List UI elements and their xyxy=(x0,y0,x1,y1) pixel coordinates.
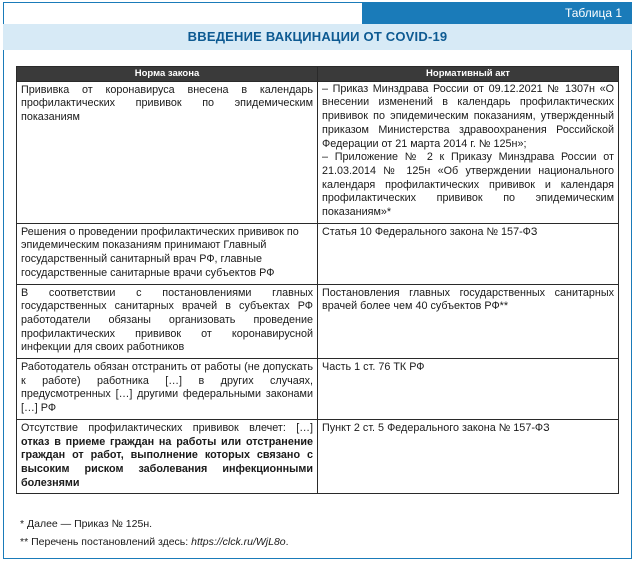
footnote-link[interactable]: https://clck.ru/WjL8o xyxy=(191,536,286,548)
act-cell: Пункт 2 ст. 5 Федерального закона № 157-ФЗ xyxy=(318,419,619,494)
footnote-1: * Далее — Приказ № 125н. xyxy=(20,518,153,530)
table-title: ВВЕДЕНИЕ ВАКЦИНАЦИИ ОТ COVID-19 xyxy=(3,24,632,50)
norm-cell: Прививка от коронавируса внесена в календарь профилактических прививок по эпидемическим показаниям xyxy=(17,81,318,223)
column-header-act: Нормативный акт xyxy=(318,67,619,82)
table-number-label: Таблица 1 xyxy=(362,2,632,24)
norm-cell xyxy=(17,419,318,494)
act-line: – Приказ Минздрава России от 09.12.2021 № 1307н «О внесении изменений в календарь профилактических прививок по эпидемическим показаниям, утвержденный приказом Министерства здравоохранения Российской Федерации от 21 марта 2014 г. № 125н»; xyxy=(322,82,614,150)
act-cell-text xyxy=(322,83,614,220)
footnote-2-suffix: . xyxy=(285,536,289,548)
column-header-norm: Норма закона xyxy=(17,67,318,82)
norm-cell: Работодатель обязан отстранить от работы (не допускать к работе) работника […] в других случаях, предусмотренных […] другими федеральными законами […] РФ xyxy=(17,359,318,420)
footnote-2-prefix: ** Перечень постановлений здесь: xyxy=(20,536,192,548)
norm-text-bold: отказ в приеме граждан на работы или отстранение граждан от работ, выполнение которых связано с высоким риском заболевания инфекционными болезнями xyxy=(21,435,313,489)
norm-text-plain: Отсутствие профилактических прививок влечет: […] xyxy=(21,421,313,434)
norm-cell: Решения о проведении профилактических прививок по эпидемическим показаниям принимают Главный государственный санитарный врач РФ, главные государственные санитарные врачи субъектов РФ xyxy=(17,223,318,284)
footnotes xyxy=(20,515,289,551)
norm-cell: В соответствии с постановлениями главных государственных санитарных врачей в субъектах РФ работодатели обязаны организовать проведение профилактических прививок от коронавирусной инфекции для своих работников xyxy=(17,284,318,359)
table-header-row xyxy=(17,67,619,82)
act-cell: Часть 1 ст. 76 ТК РФ xyxy=(318,359,619,420)
law-table xyxy=(16,66,619,494)
table-row xyxy=(17,419,619,494)
act-line: – Приложение № 2 к Приказу Минздрава России от 21.03.2014 № 125н «Об утверждении национального календаря профилактических прививок и календаря профилактических прививок по эпидемическим показаниям»* xyxy=(322,151,614,219)
table-row xyxy=(17,284,619,359)
footnote-2 xyxy=(20,533,289,551)
table-row xyxy=(17,223,619,284)
act-cell xyxy=(318,81,619,223)
table-row xyxy=(17,359,619,420)
act-cell: Статья 10 Федерального закона № 157-ФЗ xyxy=(318,223,619,284)
table-row xyxy=(17,81,619,223)
act-cell: Постановления главных государственных санитарных врачей более чем 40 субъектов РФ** xyxy=(318,284,619,359)
